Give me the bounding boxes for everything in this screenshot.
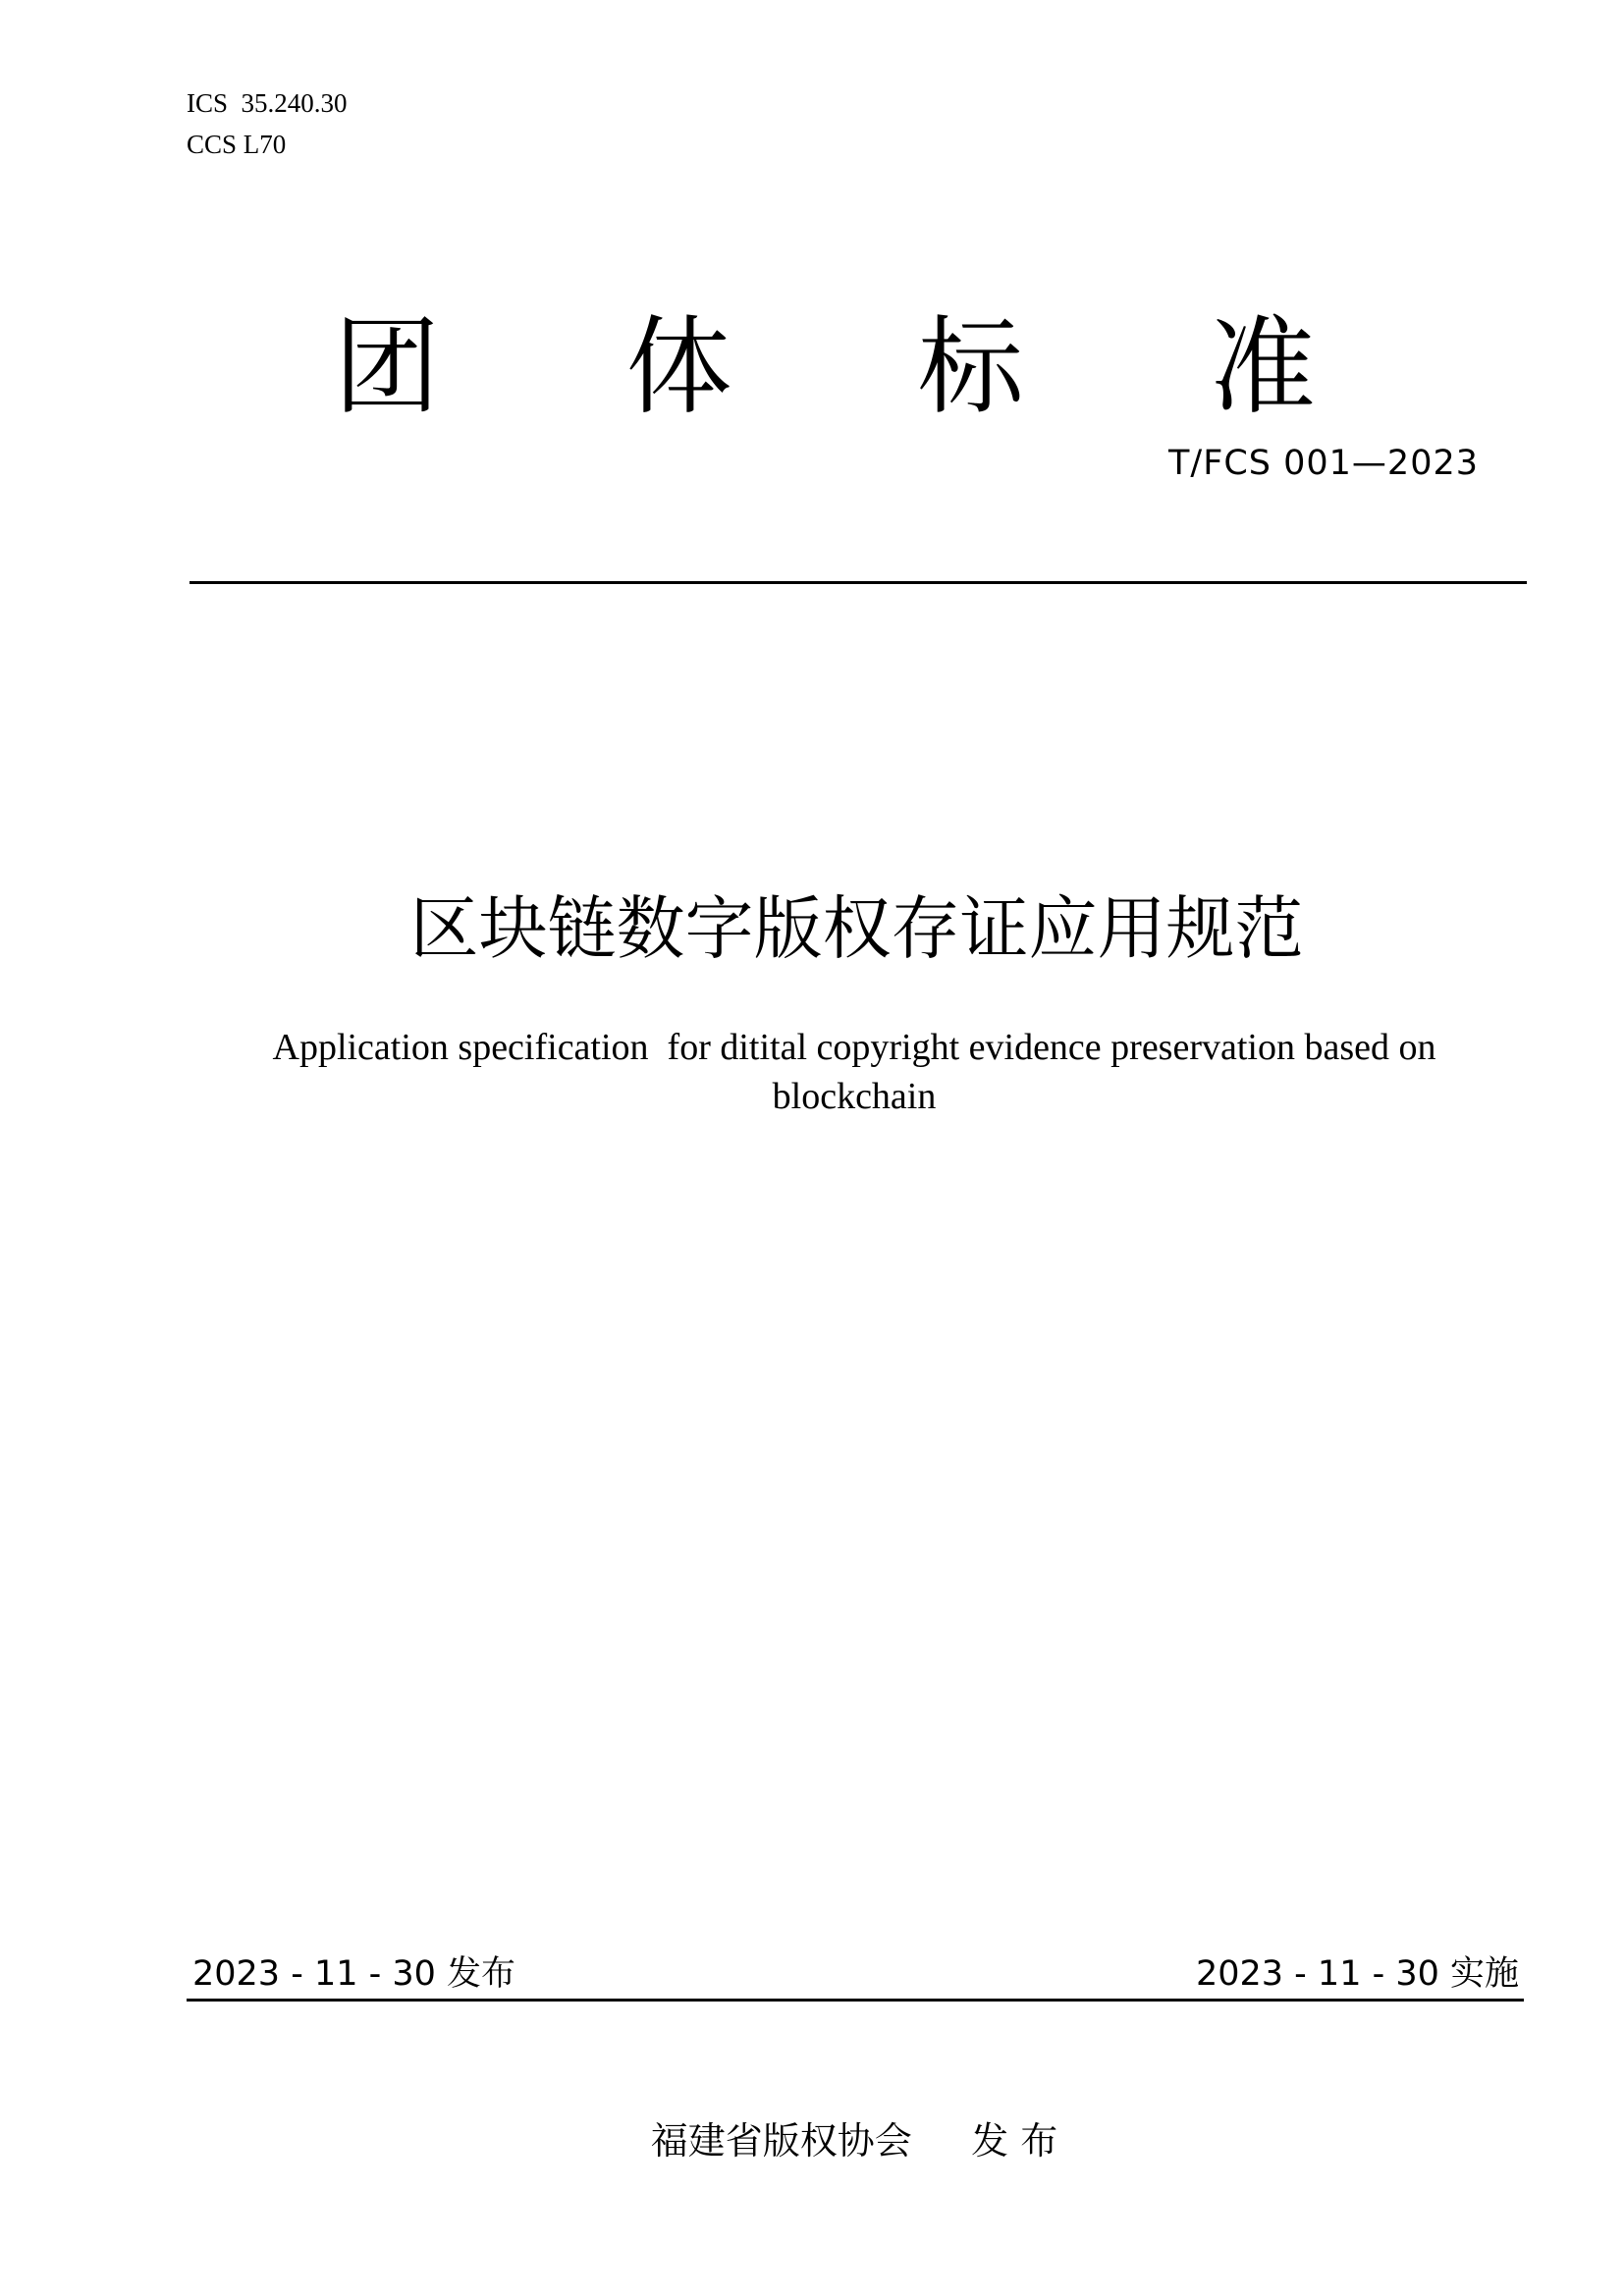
standard-type-char-1: 团	[334, 306, 441, 429]
footer-divider	[187, 1999, 1524, 2002]
standard-type-char-2: 体	[625, 306, 732, 429]
publisher: 福建省版权协会 发 布	[650, 2119, 1058, 2163]
ics-code: ICS 35.240.30	[187, 88, 348, 118]
standard-number: T/FCS 001—2023	[1168, 444, 1479, 483]
header-divider	[189, 581, 1527, 584]
standard-type-char-3: 标	[917, 306, 1024, 429]
implementation-date: 2023 - 11 - 30 实施	[1195, 1954, 1519, 1994]
ccs-code: CCS L70	[187, 130, 287, 159]
title-chinese: 区块链数字版权存证应用规范	[409, 888, 1304, 969]
issue-date: 2023 - 11 - 30 发布	[192, 1954, 516, 1994]
classification-codes	[187, 82, 348, 165]
standard-type-heading	[334, 304, 1316, 432]
standard-type-char-4: 准	[1209, 306, 1316, 429]
title-english: Application specification for ditital copyright evidence preservation based on blockchain	[272, 1027, 1436, 1117]
